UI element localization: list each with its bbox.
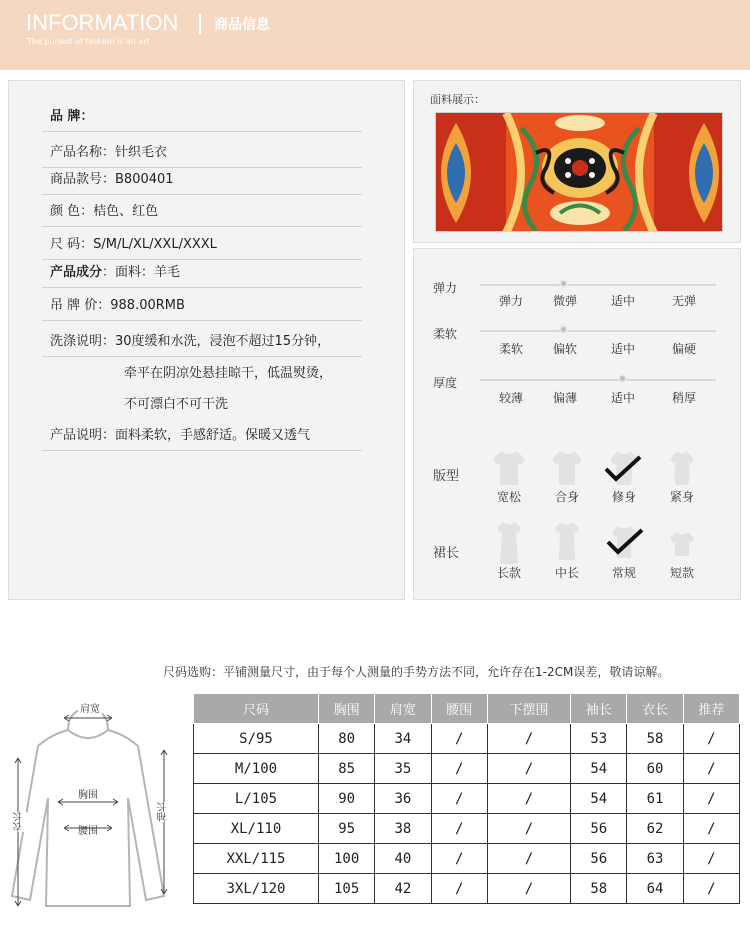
fit-selected-check-icon — [604, 455, 642, 483]
table-row — [194, 724, 740, 754]
diagram-waist-label: 腰围 — [78, 826, 98, 837]
fit-option: 宽松 — [496, 490, 521, 504]
banner-title-cn: 商品信息 — [214, 17, 270, 33]
length-option: 长款 — [496, 566, 521, 580]
color-value: 颜 色：桔色、红色 — [50, 204, 159, 219]
banner-separator — [199, 14, 201, 34]
cell-waist: / — [431, 724, 487, 754]
cell-length: 62 — [627, 814, 683, 844]
cell-shoulder: 36 — [375, 784, 431, 814]
cell-waist: / — [431, 874, 487, 904]
length-option: 常规 — [611, 566, 636, 580]
size-table — [193, 693, 740, 904]
cell-recommend: / — [683, 844, 739, 874]
item-no-row — [42, 167, 362, 195]
cell-hem: / — [487, 754, 570, 784]
fit-option: 紧身 — [669, 490, 694, 504]
attr-elasticity-option: 弹力 — [498, 294, 523, 308]
cell-length: 63 — [627, 844, 683, 874]
attr-elasticity-marker — [559, 279, 568, 288]
cell-sleeve: 54 — [571, 754, 627, 784]
wash-row — [42, 329, 362, 357]
table-row — [194, 874, 740, 904]
cell-length: 61 — [627, 784, 683, 814]
brand-label: 品 牌： — [50, 109, 94, 124]
shirt-regular-icon — [549, 449, 585, 487]
cell-chest: 80 — [319, 724, 375, 754]
cell-length: 64 — [627, 874, 683, 904]
attr-softness-option: 偏软 — [552, 342, 577, 356]
header-sleeve: 袖长 — [571, 694, 627, 724]
cell-size: XL/110 — [194, 814, 319, 844]
banner-title-en: INFORMATION — [26, 10, 179, 35]
fit-label: 版型 — [433, 469, 460, 484]
banner-tagline: The pursuit of fashion is an art — [27, 37, 150, 46]
attr-softness-option: 柔软 — [498, 342, 523, 356]
dress-long-icon — [491, 520, 527, 566]
cell-hem: / — [487, 724, 570, 754]
dress-midi-icon — [549, 520, 585, 564]
attr-softness-scale — [480, 330, 716, 332]
cell-recommend: / — [683, 724, 739, 754]
length-label: 裙长 — [433, 546, 460, 561]
cell-recommend: / — [683, 814, 739, 844]
size-selection-note: 尺码选购：平铺测量尺寸，由于每个人测量的手势方法不同，允许存在1-2CM误差，敬请谅解。 — [163, 665, 670, 679]
fit-option: 合身 — [554, 490, 579, 504]
wash-instructions-line2: 牵平在阴凉处悬挂晾干，低温熨烫， — [124, 366, 333, 381]
attr-thickness-option: 稍厚 — [671, 391, 696, 405]
cell-sleeve: 58 — [571, 874, 627, 904]
cell-sleeve: 53 — [571, 724, 627, 754]
table-row — [194, 784, 740, 814]
cell-chest: 95 — [319, 814, 375, 844]
item-number: 商品款号：B800401 — [50, 172, 174, 187]
cell-hem: / — [487, 874, 570, 904]
table-row — [194, 844, 740, 874]
cell-shoulder: 34 — [375, 724, 431, 754]
cell-recommend: / — [683, 784, 739, 814]
product-name: 产品名称：针织毛衣 — [50, 145, 168, 160]
table-row — [194, 754, 740, 784]
diagram-sleeve-label: 袖长 — [158, 802, 169, 822]
cell-size: S/95 — [194, 724, 319, 754]
attr-softness-option: 适中 — [610, 342, 635, 356]
description-row — [42, 423, 362, 451]
attr-elasticity-option: 微弹 — [552, 294, 577, 308]
shirt-tight-icon — [664, 449, 700, 487]
cell-sleeve: 56 — [571, 814, 627, 844]
shirt-loose-icon — [491, 449, 527, 487]
attr-softness-marker — [559, 325, 568, 334]
material-label: 产品成分 — [50, 265, 103, 280]
cell-shoulder: 42 — [375, 874, 431, 904]
wash-instructions-line1: 洗涤说明：30度缓和水洗，浸泡不超过15分钟， — [50, 334, 331, 349]
tag-price: 吊 牌 价：988.00RMB — [50, 298, 185, 313]
cell-size: XXL/115 — [194, 844, 319, 874]
attr-thickness-option: 较薄 — [498, 391, 523, 405]
diagram-length-label: 衣长 — [14, 812, 25, 832]
size-value: 尺 码：S/M/L/XL/XXL/XXXL — [50, 237, 217, 252]
cell-waist: / — [431, 844, 487, 874]
cell-sleeve: 56 — [571, 844, 627, 874]
cell-hem: / — [487, 844, 570, 874]
cell-length: 58 — [627, 724, 683, 754]
cell-waist: / — [431, 754, 487, 784]
material-value: ：面料：羊毛 — [102, 265, 181, 280]
attr-elasticity-option: 适中 — [610, 294, 635, 308]
header-hem: 下摆围 — [487, 694, 570, 724]
header-recommend: 推荐 — [683, 694, 739, 724]
diagram-shoulder-label: 肩宽 — [78, 700, 102, 715]
cell-chest: 85 — [319, 754, 375, 784]
fabric-label: 面料展示： — [430, 93, 485, 106]
attr-thickness-scale — [480, 379, 716, 381]
fit-option: 修身 — [611, 490, 636, 504]
attr-thickness-option: 适中 — [610, 391, 635, 405]
garment-outline-icon — [6, 688, 176, 920]
size-table-header-row — [194, 694, 740, 724]
tag-price-row — [42, 293, 362, 321]
diagram-chest-label: 胸围 — [78, 790, 98, 801]
info-banner — [0, 0, 750, 70]
product-description: 产品说明：面料柔软，手感舒适。保暖又透气 — [50, 428, 311, 443]
cell-recommend: / — [683, 754, 739, 784]
length-option: 短款 — [669, 566, 694, 580]
brand-row — [42, 104, 362, 132]
cell-recommend: / — [683, 874, 739, 904]
attr-thickness-marker — [618, 374, 627, 383]
table-row — [194, 814, 740, 844]
cell-waist: / — [431, 814, 487, 844]
measurement-diagram — [6, 688, 176, 920]
cell-chest: 90 — [319, 784, 375, 814]
cell-hem: / — [487, 814, 570, 844]
cell-waist: / — [431, 784, 487, 814]
attr-softness-label: 柔软 — [433, 327, 458, 341]
header-chest: 胸围 — [319, 694, 375, 724]
header-size: 尺码 — [194, 694, 319, 724]
cell-chest: 100 — [319, 844, 375, 874]
attr-thickness-option: 偏薄 — [552, 391, 577, 405]
size-row — [42, 232, 362, 260]
attr-elasticity-label: 弹力 — [433, 281, 458, 295]
cell-size: 3XL/120 — [194, 874, 319, 904]
header-shoulder: 肩宽 — [375, 694, 431, 724]
attr-thickness-label: 厚度 — [433, 376, 458, 390]
wash-instructions-line3: 不可漂白不可干洗 — [124, 397, 229, 412]
fabric-swatch-image — [435, 112, 723, 232]
cell-length: 60 — [627, 754, 683, 784]
cell-sleeve: 54 — [571, 784, 627, 814]
length-selected-check-icon — [606, 528, 644, 556]
header-length: 衣长 — [627, 694, 683, 724]
color-row — [42, 199, 362, 227]
product-name-row — [42, 140, 362, 168]
cell-hem: / — [487, 784, 570, 814]
attr-softness-option: 偏硬 — [671, 342, 696, 356]
cell-shoulder: 40 — [375, 844, 431, 874]
cell-chest: 105 — [319, 874, 375, 904]
attr-elasticity-scale — [480, 284, 716, 286]
material-row — [42, 260, 362, 288]
dress-short-icon — [664, 530, 700, 560]
cell-size: L/105 — [194, 784, 319, 814]
length-option: 中长 — [554, 566, 579, 580]
header-waist: 腰围 — [431, 694, 487, 724]
attr-elasticity-option: 无弹 — [671, 294, 696, 308]
cell-size: M/100 — [194, 754, 319, 784]
cell-shoulder: 35 — [375, 754, 431, 784]
cell-shoulder: 38 — [375, 814, 431, 844]
